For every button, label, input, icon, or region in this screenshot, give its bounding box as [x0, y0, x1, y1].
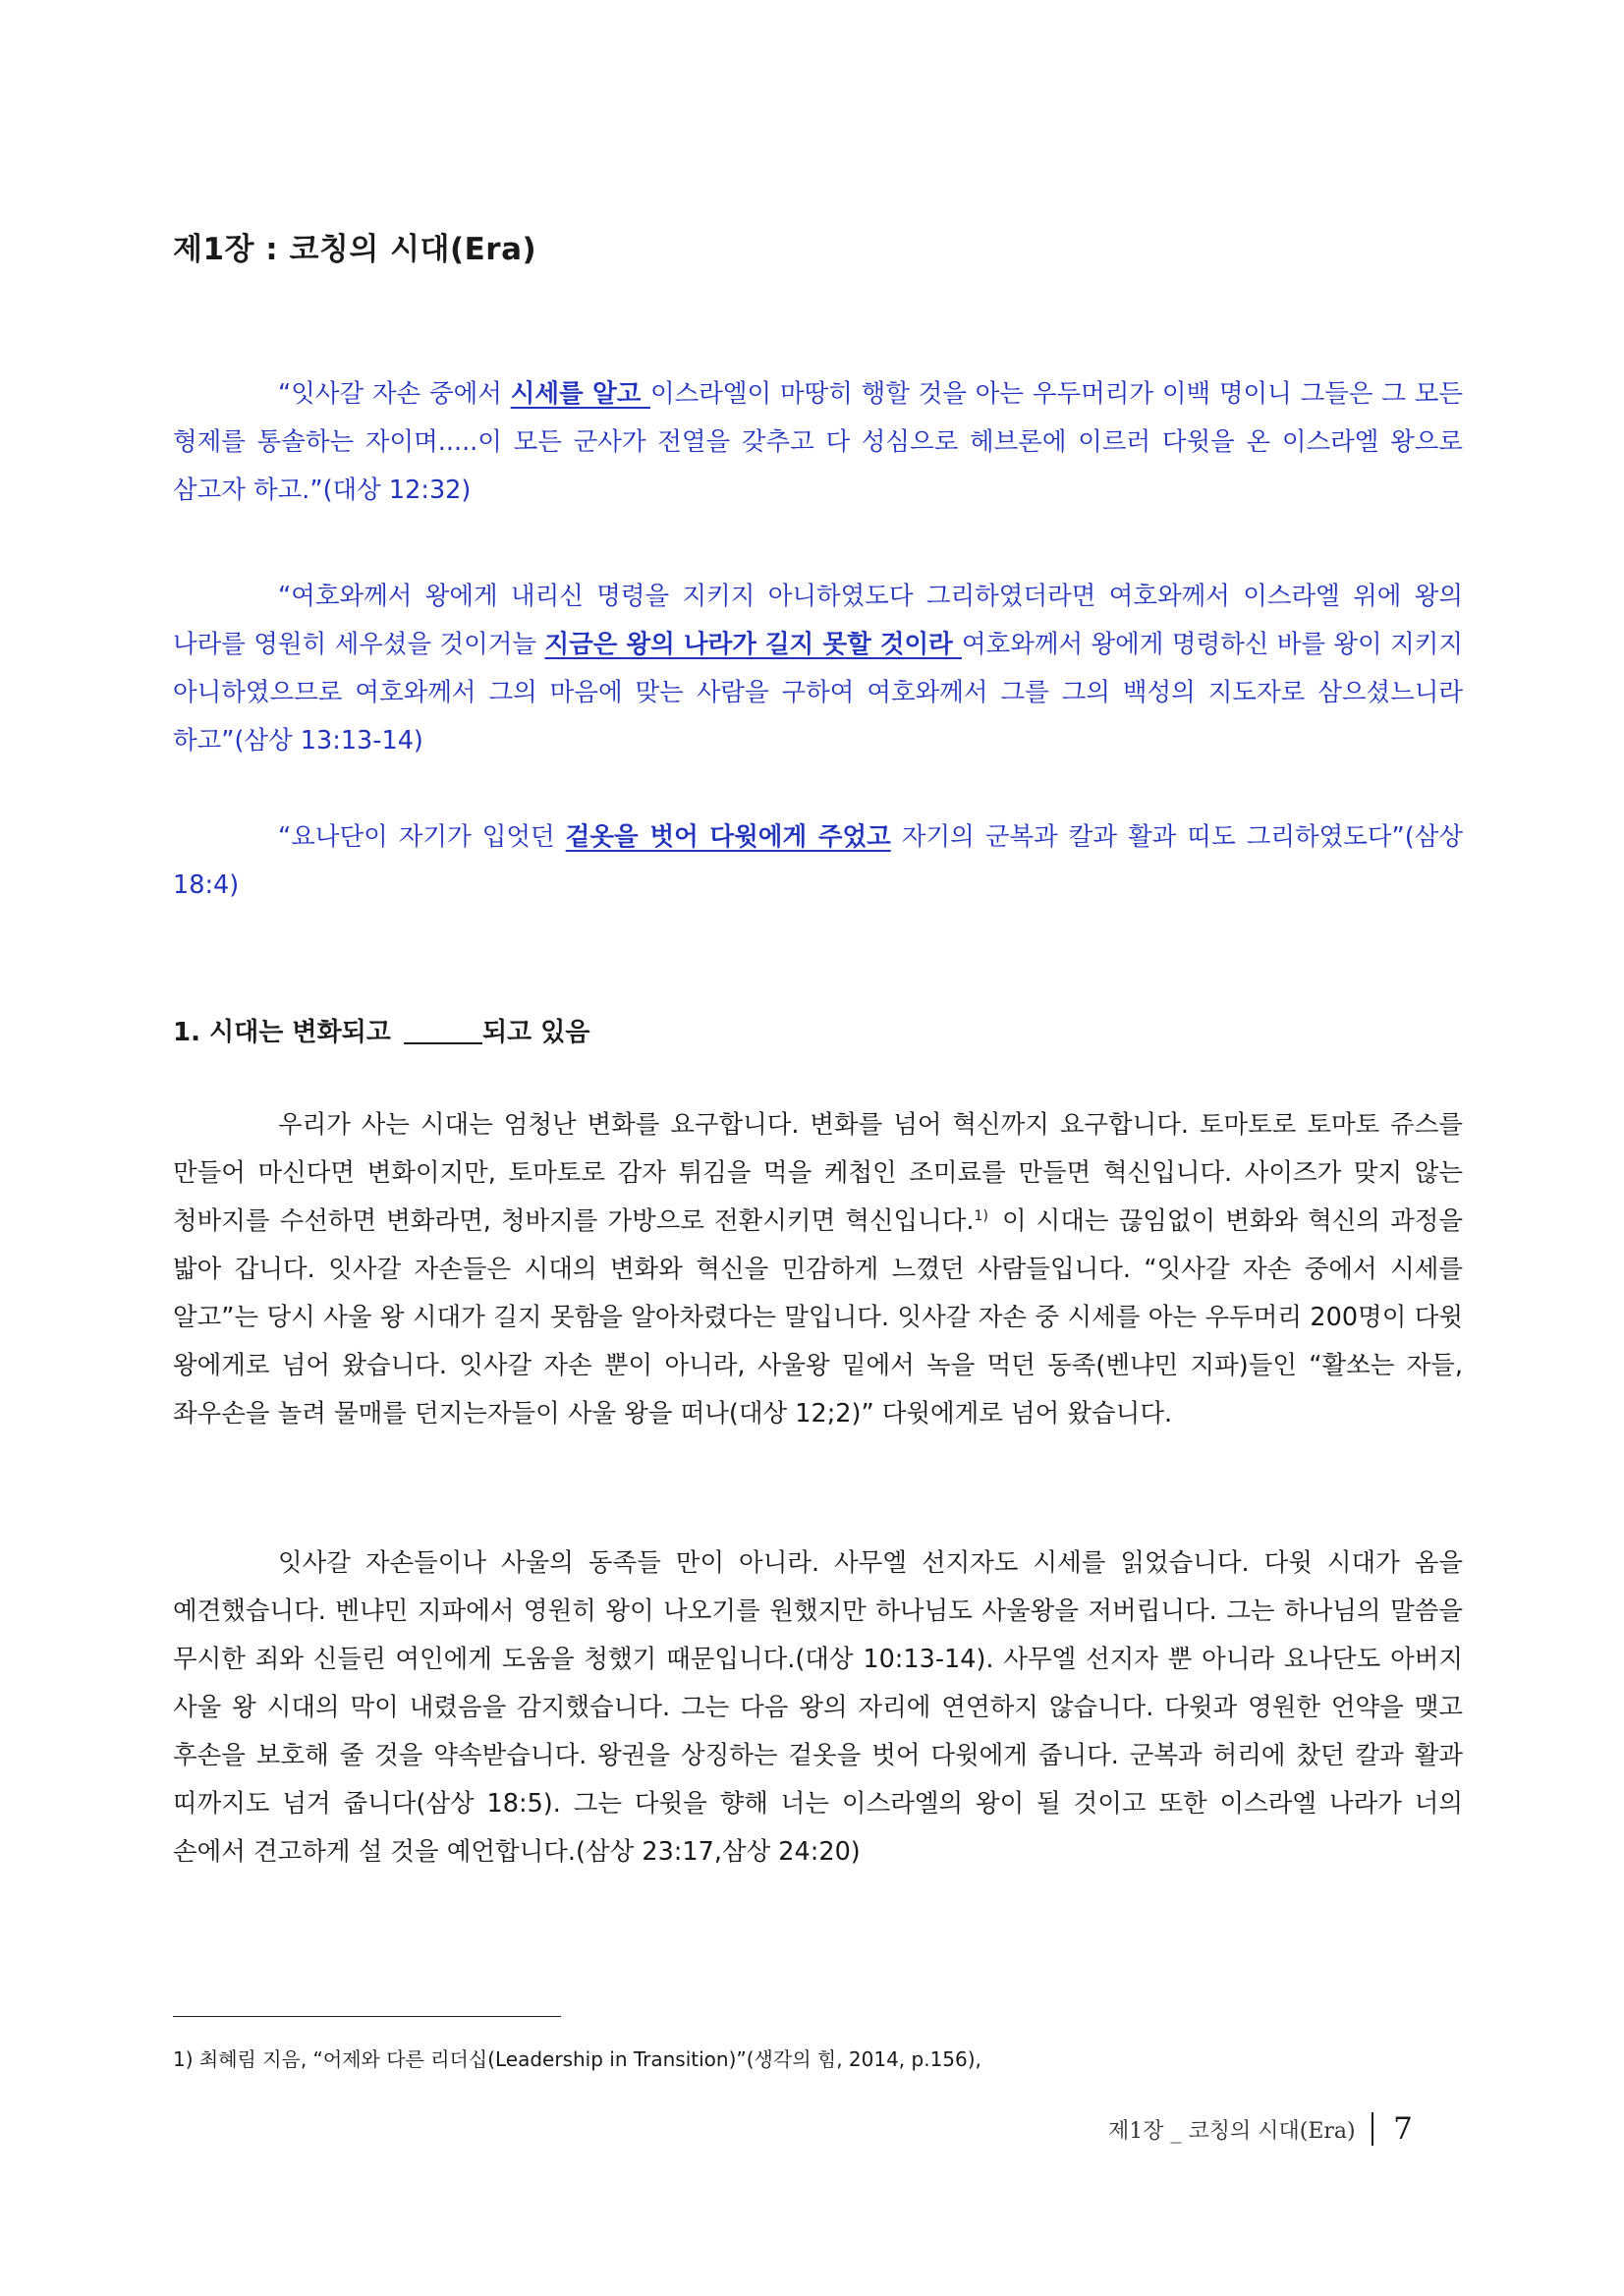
section-heading-start: 1. 시대는 변화되고	[173, 1018, 400, 1047]
quote-text: “잇사갈 자손 중에서	[278, 379, 511, 409]
scripture-quote-1	[173, 370, 1463, 515]
body-text: 우리가 사는 시대는 엄청난 변화를 요구합니다. 변화를 넘어 혁신까지 요구합니다. 토마토로 토마토 쥬스를 만들어 마신다면 변화이지만, 토마토로 감자 튀김을 먹을 케첩인 조미료를 만들면 혁신입니다. 사이즈가 맞지 않는 청바지를 수선하면 변화라면, 청바지를 가방으로 전환시키면 혁신입니다.	[173, 1110, 1463, 1236]
section-heading	[173, 1012, 589, 1048]
footnote: 1) 최혜림 지음, “어제와 다른 리더십(Leadership in Transition)”(생각의 힘, 2014, p.156),	[173, 2047, 981, 2071]
quote-emphasis: 겉옷을 벗어 다윗에게 주었고	[565, 822, 891, 852]
scripture-quote-2	[173, 573, 1463, 765]
quote-text: 자기의 군복과 칼과 활과 띠도 그리하였도다”(삼상 18:4)	[173, 822, 1463, 900]
quote-emphasis: 지금은 왕의 나라가 길지 못할 것이라	[544, 630, 962, 659]
page-number: 7	[1393, 2111, 1413, 2147]
footnote-divider	[173, 2016, 561, 2017]
body-text: 잇사갈 자손들이나 사울의 동족들 만이 아니라. 사무엘 선지자도 시세를 읽었습니다. 다윗 시대가 옴을 예견했습니다. 벤냐민 지파에서 영원히 왕이 나오기를 원했지만 하나님도 사울왕을 저버립니다. 그는 하나님의 말씀을 무시한 죄와 신들린 여인에게 도움을 청했기 때문입니다.(대상 10:13-14). 사무엘 선지자 뿐 아니라 요나단도 아버지 사울 왕 시대의 막이 내렸음을 감지했습니다. 그는 다음 왕의 자리에 연연하지 않습니다. 다윗과 영원한 언약을 맺고 후손을 보호해 줄 것을 약속받습니다. 왕권을 상징하는 겉옷을 벗어 다윗에게 줍니다. 군복과 허리에 찼던 칼과 활과 띠까지도 넘겨 줍니다(삼상 18:5). 그는 다윗을 향해 너는 이스라엘의 왕이 될 것이고 또한 이스라엘 나라가 너의 손에서 견고하게 설 것을 예언합니다.(삼상 23:17,삼상 24:20)	[173, 1548, 1463, 1867]
quote-text: 이스라엘이 마땅히 행할 것을 아는 우두머리가 이백 명이니 그들은 그 모든 형제를 통솔하는 자이며.....이 모든 군사가 전열을 갖추고 다 성심으로 헤브론에 이르러 다윗을 온 이스라엘 왕으로 삼고자 하고.”(대상 12:32)	[173, 379, 1463, 505]
body-paragraph-1	[173, 1101, 1463, 1438]
quote-text: “여호와께서 왕에게 내리신 명령을 지키지 아니하였도다 그리하였더라면 여호와께서 이스라엘 위에 왕의 나라를 영원히 세우셨을 것이거늘	[173, 582, 1463, 659]
chapter-title: 제1장 : 코칭의 시대(Era)	[173, 232, 537, 267]
body-paragraph-2	[173, 1540, 1463, 1876]
quote-emphasis: 시세를 알고	[510, 379, 650, 409]
running-footer	[1108, 2105, 1413, 2153]
quote-text: “요나단이 자기가 입엇던	[278, 822, 566, 852]
body-text: 이 시대는 끊임없이 변화와 혁신의 과정을 밟아 갑니다. 잇사갈 자손들은 시대의 변화와 혁신을 민감하게 느꼈던 사람들입니다. “잇사갈 자손 중에서 시세를 알고”는 당시 사울 왕 시대가 길지 못함을 알아차렸다는 말입니다. 잇사갈 자손 중 시세를 아는 우두머리 200명이 다윗 왕에게로 넘어 왔습니다. 잇사갈 자손 뿐이 아니라, 사울왕 밑에서 녹을 먹던 동족(벤냐민 지파)들인 “활쏘는 자들, 좌우손을 놀려 물매를 던지는자들이 사울 왕을 떠나(대상 12;2)” 다윗에게로 넘어 왔습니다.	[173, 1206, 1463, 1428]
section-heading-end: 되고 있음	[481, 1018, 590, 1047]
quote-text: 여호와께서 왕에게 명령하신 바를 왕이 지키지 아니하였으므로 여호와께서 그의 마음에 맞는 사람을 구하여 여호와께서 그를 그의 백성의 지도자로 삼으셨느니라 하고”(삼상 13:13-14)	[173, 630, 1463, 756]
fill-in-blank	[404, 1017, 482, 1044]
running-title: 제1장 _ 코칭의 시대(Era)	[1108, 2118, 1356, 2144]
footnote-reference: 1)	[974, 1207, 988, 1224]
scripture-quote-3	[173, 813, 1463, 910]
footer-divider	[1372, 2112, 1374, 2146]
